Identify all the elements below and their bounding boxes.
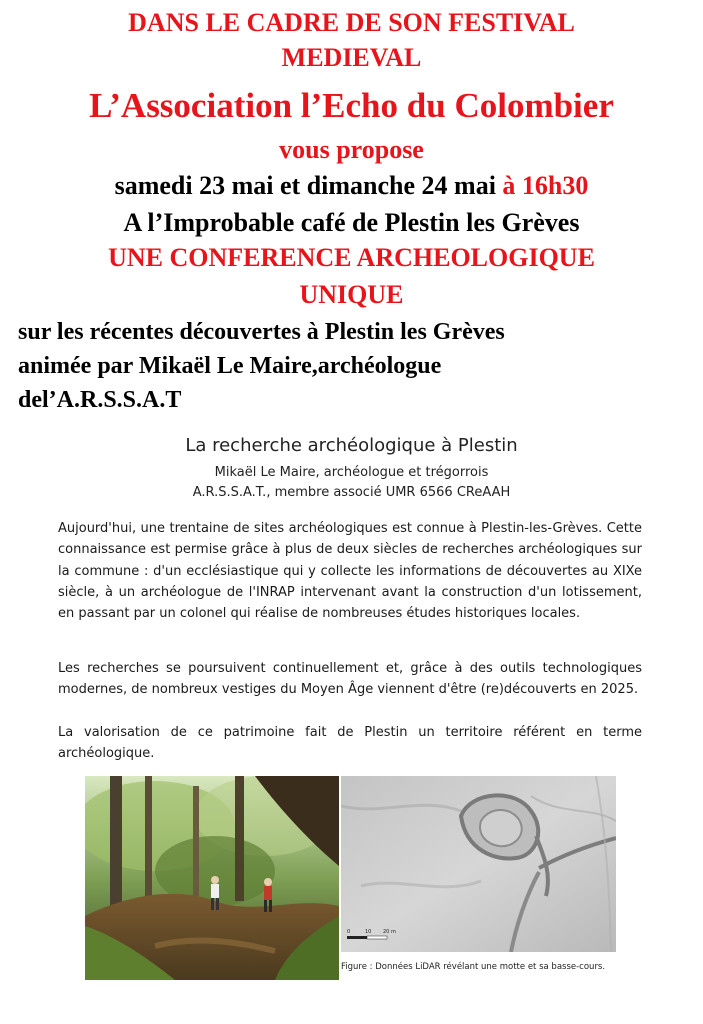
scale-label-20: 20 m — [383, 929, 396, 935]
article-title: La recherche archéologique à Plestin — [185, 435, 518, 456]
scale-label-10: 10 — [365, 929, 372, 935]
host-organization: del’A.R.S.S.A.T — [18, 387, 182, 413]
association-name: L’Association l’Echo du Colombier — [89, 86, 614, 125]
conference-title-line1: UNE CONFERENCE ARCHEOLOGIQUE — [108, 243, 595, 272]
lidar-image — [341, 776, 616, 952]
forest-photo — [85, 776, 339, 980]
event-dates-line — [0, 173, 703, 199]
figure-caption: Figure : Données LiDAR révélant une motte et sa basse-cours. — [341, 962, 606, 972]
article-paragraph-1: Aujourd'hui, une trentaine de sites archéologiques est connue à Plestin-les-Grèves. Cette connaissance est permise grâce à plus de deux siècles de recherches archéologiques sur la commune : d'un ecclésiastique qui y collecte les informations de découvertes au XIXe siècle, à un archéologue de l'INRAP intervenant avant la construction d'un lotissement, en passant par un colonel qui réalise de nombreuses études historiques locales. — [58, 521, 642, 622]
conference-host: animée par Mikaël Le Maire,archéologue — [18, 353, 442, 379]
header-line-festival: DANS LE CADRE DE SON FESTIVAL — [128, 8, 575, 37]
article-paragraph-2: Les recherches se poursuivent continuellement et, grâce à des outils technologiques modernes, de nombreux vestiges du Moyen Âge viennent d'être (re)découverts en 2025. — [58, 661, 642, 698]
event-venue: A l’Improbable café de Plestin les Grèves — [123, 208, 580, 237]
event-dates: samedi 23 mai et dimanche 24 mai — [114, 171, 496, 200]
article-author: Mikaël Le Maire, archéologue et trégorrois — [214, 465, 489, 480]
article-affiliation: A.R.S.S.A.T., membre associé UMR 6566 CReAAH — [192, 485, 511, 500]
propose-line: vous propose — [279, 135, 424, 164]
conference-title-line2: UNIQUE — [299, 280, 404, 309]
header-line-medieval: MEDIEVAL — [281, 43, 422, 72]
conference-topic: sur les récentes découvertes à Plestin les Grèves — [18, 319, 505, 345]
event-time: à 16h30 — [502, 171, 589, 200]
article-paragraph-3: La valorisation de ce patrimoine fait de Plestin un territoire référent en terme archéologique. — [58, 725, 642, 762]
scale-label-0: 0 — [347, 929, 351, 935]
